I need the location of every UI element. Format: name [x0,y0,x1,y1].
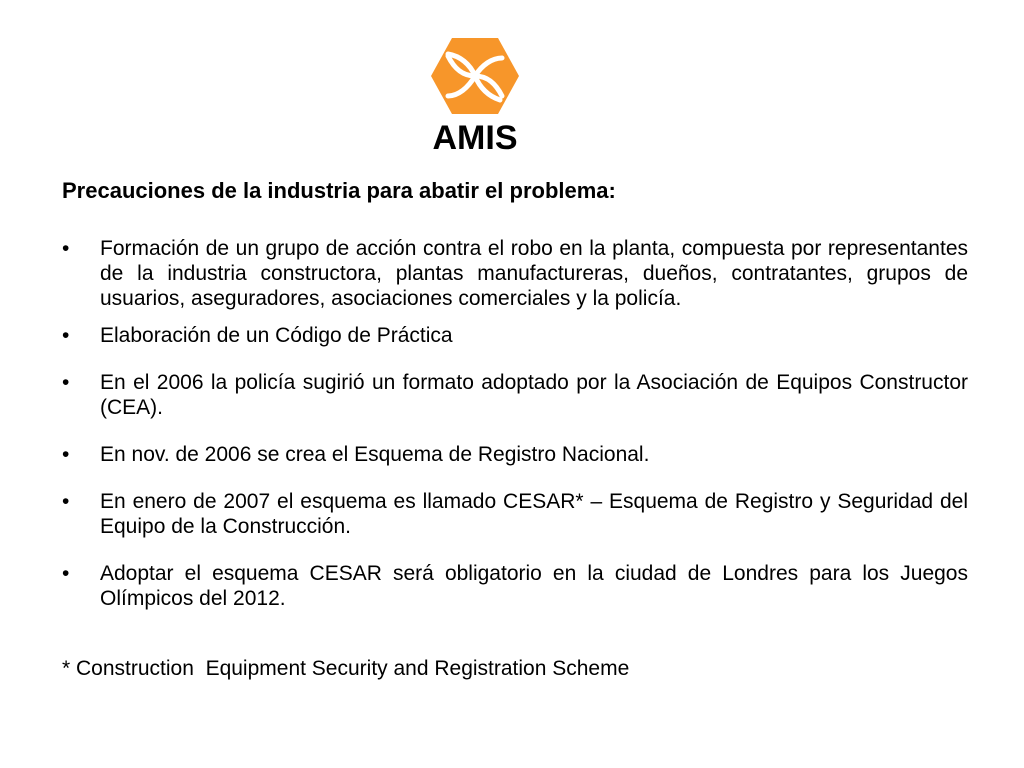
svg-text:AMIS: AMIS [432,120,518,154]
bullet-marker: • [62,443,70,466]
list-item-text: Elaboración de un Código de Práctica [100,324,453,347]
bullet-marker: • [62,237,70,260]
bullet-marker: • [62,371,70,394]
bullet-marker: • [62,562,70,585]
list-item [62,323,968,348]
list-item [62,442,968,467]
bullet-list [62,236,968,611]
page-title: Precauciones de la industria para abatir el problema: [62,178,616,203]
list-item [62,561,968,611]
list-item-text: Adoptar el esquema CESAR será obligatorio en la ciudad de Londres para los Juegos Olímpicos del 2012. [100,562,968,610]
hexagon-pinwheel-icon [430,36,520,116]
list-item-text: En el 2006 la policía sugirió un formato adoptado por la Asociación de Equipos Constructor (CEA). [100,371,968,419]
bullet-marker: • [62,490,70,513]
list-item-text: En enero de 2007 el esquema es llamado CESAR* – Esquema de Registro y Seguridad del Equipo de la Construcción. [100,490,968,538]
list-item [62,236,968,311]
list-item [62,370,968,420]
list-item-text: Formación de un grupo de acción contra el robo en la planta, compuesta por representantes de la industria constructora, plantas manufactureras, dueños, contratantes, grupos de usuarios, aseguradores, asociaciones comerciales y la policía. [100,237,968,310]
list-item [62,489,968,539]
footnote: * Construction Equipment Security and Registration Scheme [62,657,630,680]
list-item-text: En nov. de 2006 se crea el Esquema de Registro Nacional. [100,443,650,466]
amis-logo [418,36,532,154]
amis-wordmark [418,120,532,154]
bullet-marker: • [62,324,70,347]
